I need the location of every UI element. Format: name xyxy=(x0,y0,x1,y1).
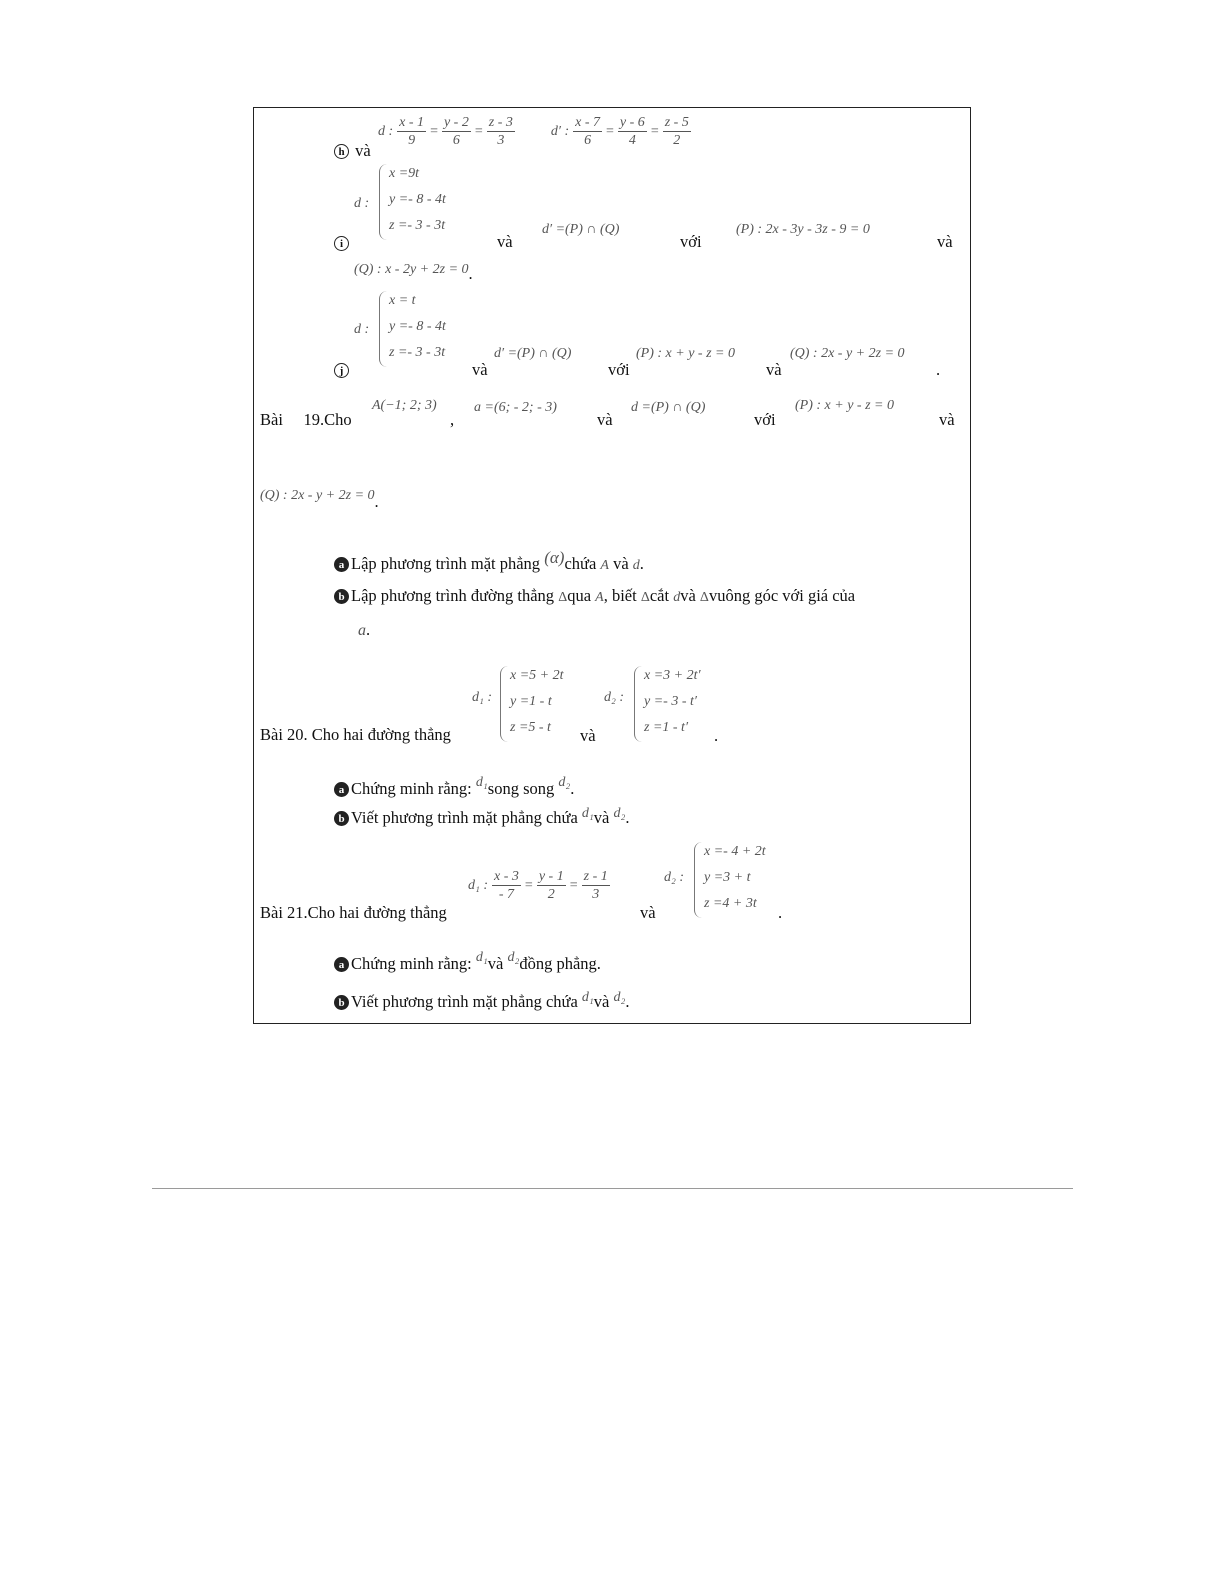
bai20-dot: . xyxy=(714,726,719,745)
bai19-vector-a: a =(6; - 2; - 3) xyxy=(474,400,557,415)
i-d-system: x =9t y =- 8 - 4t z =- 3 - 3t xyxy=(379,164,519,240)
i-dp: d′ =(P) ∩ (Q) xyxy=(542,222,620,237)
i-plane-P: (P) : 2x - 3y - 3z - 9 = 0 xyxy=(736,222,870,237)
j-plane-Q: (Q) : 2x - y + 2z = 0 xyxy=(790,346,905,361)
label-b-icon: b xyxy=(334,589,349,604)
bai21-d1-frac-3: $\frac{z - 1}{3}$ xyxy=(583,869,608,902)
bai20-label: Bài 20. Cho hai đường thẳng xyxy=(260,725,451,744)
exercise-box xyxy=(253,107,971,1024)
bai19-point-A: A(−1; 2; 3) xyxy=(372,398,437,413)
label-i-icon: i xyxy=(334,236,349,251)
bai19-voi: với xyxy=(754,410,776,429)
bai21-question-a: a Chứng minh rằng: $^{d_1}$và $^{d_2}$đồng phẳng. xyxy=(334,950,601,974)
bai19-question-b: b Lập phương trình đường thẳng Δqua A, biết Δcắt dvà Δvuông góc với giá của xyxy=(334,586,855,606)
h-dp-frac-2: $\frac{y - 6}{4}$ xyxy=(619,115,645,148)
i-label xyxy=(334,233,351,253)
bai21-d1-name: d₁ : xyxy=(468,878,489,894)
bai19-comma: , xyxy=(450,410,455,429)
j-dot: . xyxy=(936,360,941,379)
bai21-va: và xyxy=(640,903,656,922)
bai21-d1-equation: d₁ : $\frac{x - 3}{- 7}$ = $\frac{y - 1}{2}$ = $\frac{z - 1}{3}$ xyxy=(468,869,608,902)
i-voi: với xyxy=(680,232,702,251)
h-dp-frac-1: $\frac{x - 7}{6}$ xyxy=(575,115,601,148)
j-label xyxy=(334,360,351,380)
j-d-name: d : xyxy=(354,322,370,337)
j-va-1: và xyxy=(472,360,488,379)
bai21-label: Bài 21.Cho hai đường thẳng xyxy=(260,903,447,922)
bai21-d2-system: x =- 4 + 2t y =3 + t z =4 + 3t xyxy=(694,842,794,918)
h-d-frac-1: $\frac{x - 1}{9}$ xyxy=(399,115,425,148)
bai19-plane-Q-line: (Q) : 2x - y + 2z = 0. xyxy=(260,488,379,511)
i-va-1: và xyxy=(497,232,513,251)
h-d-frac-2: $\frac{y - 2}{6}$ xyxy=(443,115,469,148)
j-voi: với xyxy=(608,360,630,379)
bai19-va-1: và xyxy=(597,410,613,429)
label-b-icon: b xyxy=(334,995,349,1010)
bai21-d1-frac-2: $\frac{y - 1}{2}$ xyxy=(538,869,564,902)
bai20-d1-name: d₁ : xyxy=(472,690,493,705)
bai20-va: và xyxy=(580,726,596,745)
bai21-d1-frac-1: $\frac{x - 3}{- 7}$ xyxy=(494,869,519,902)
label-a-icon: a xyxy=(334,557,349,572)
bai21-d2-name: d₂ : xyxy=(664,870,685,885)
bai19-label: Bài 19.Cho xyxy=(260,410,352,429)
label-j-icon: j xyxy=(334,363,349,378)
label-h-icon: h xyxy=(334,144,349,159)
bai19-va-2: và xyxy=(939,410,955,429)
bai19-plane-P: (P) : x + y - z = 0 xyxy=(795,398,894,413)
page-divider xyxy=(152,1188,1073,1189)
bai21-question-b: b Viết phương trình mặt phẳng chứa $^{d_1}$và $^{d_2}$. xyxy=(334,990,629,1012)
bai19-question-a: a Lập phương trình mặt phẳng (α)chứa A và d. xyxy=(334,548,644,574)
item-h: d : $\frac{x - 1}{9}$ = $\frac{y - 2}{6}$ = $\frac{z - 3}{3}$ d′ : $\frac{x - 7}{6}$ = $\frac{y - 6}{4}$ = $\frac{z - 5}{2}$ xyxy=(378,115,689,148)
label-b-icon: b xyxy=(334,811,349,826)
i-va-2: và xyxy=(937,232,953,251)
bai20-d2-name: d₂ : xyxy=(604,690,625,705)
h-dp-name: d′ : xyxy=(550,124,570,140)
j-d-system: x = t y =- 8 - 4t z =- 3 - 3t xyxy=(379,291,519,367)
j-plane-P: (P) : x + y - z = 0 xyxy=(636,346,735,361)
j-dp: d′ =(P) ∩ (Q) xyxy=(494,346,572,361)
h-label-line xyxy=(334,141,371,161)
h-connector: và xyxy=(355,141,371,160)
bai20-question-a: a Chứng minh rằng: $^{d_1}$song song $^{d_2}$. xyxy=(334,775,574,799)
i-plane-Q: (Q) : x - 2y + 2z = 0 xyxy=(354,262,469,277)
bai20-question-b: b Viết phương trình mặt phẳng chứa $^{d_1}$và $^{d_2}$. xyxy=(334,806,629,828)
i-d-name: d : xyxy=(354,196,370,211)
label-a-icon: a xyxy=(334,957,349,972)
bai20-d2-system: x =3 + 2t′ y =- 3 - t′ z =1 - t′ xyxy=(634,666,730,742)
label-a-icon: a xyxy=(334,782,349,797)
h-d-frac-3: $\frac{z - 3}{3}$ xyxy=(488,115,513,148)
h-d-name: d : xyxy=(378,124,394,140)
bai21-dot: . xyxy=(778,903,783,922)
bai19-line-d: d =(P) ∩ (Q) xyxy=(631,400,706,415)
bai19-question-b-end: a. xyxy=(358,620,371,639)
i-plane-Q-line: (Q) : x - 2y + 2z = 0. xyxy=(354,262,473,283)
bai19-plane-Q: (Q) : 2x - y + 2z = 0 xyxy=(260,488,375,503)
j-va-2: và xyxy=(766,360,782,379)
h-dp-frac-3: $\frac{z - 5}{2}$ xyxy=(664,115,689,148)
bai20-d1-system: x =5 + 2t y =1 - t z =5 - t xyxy=(500,666,590,742)
